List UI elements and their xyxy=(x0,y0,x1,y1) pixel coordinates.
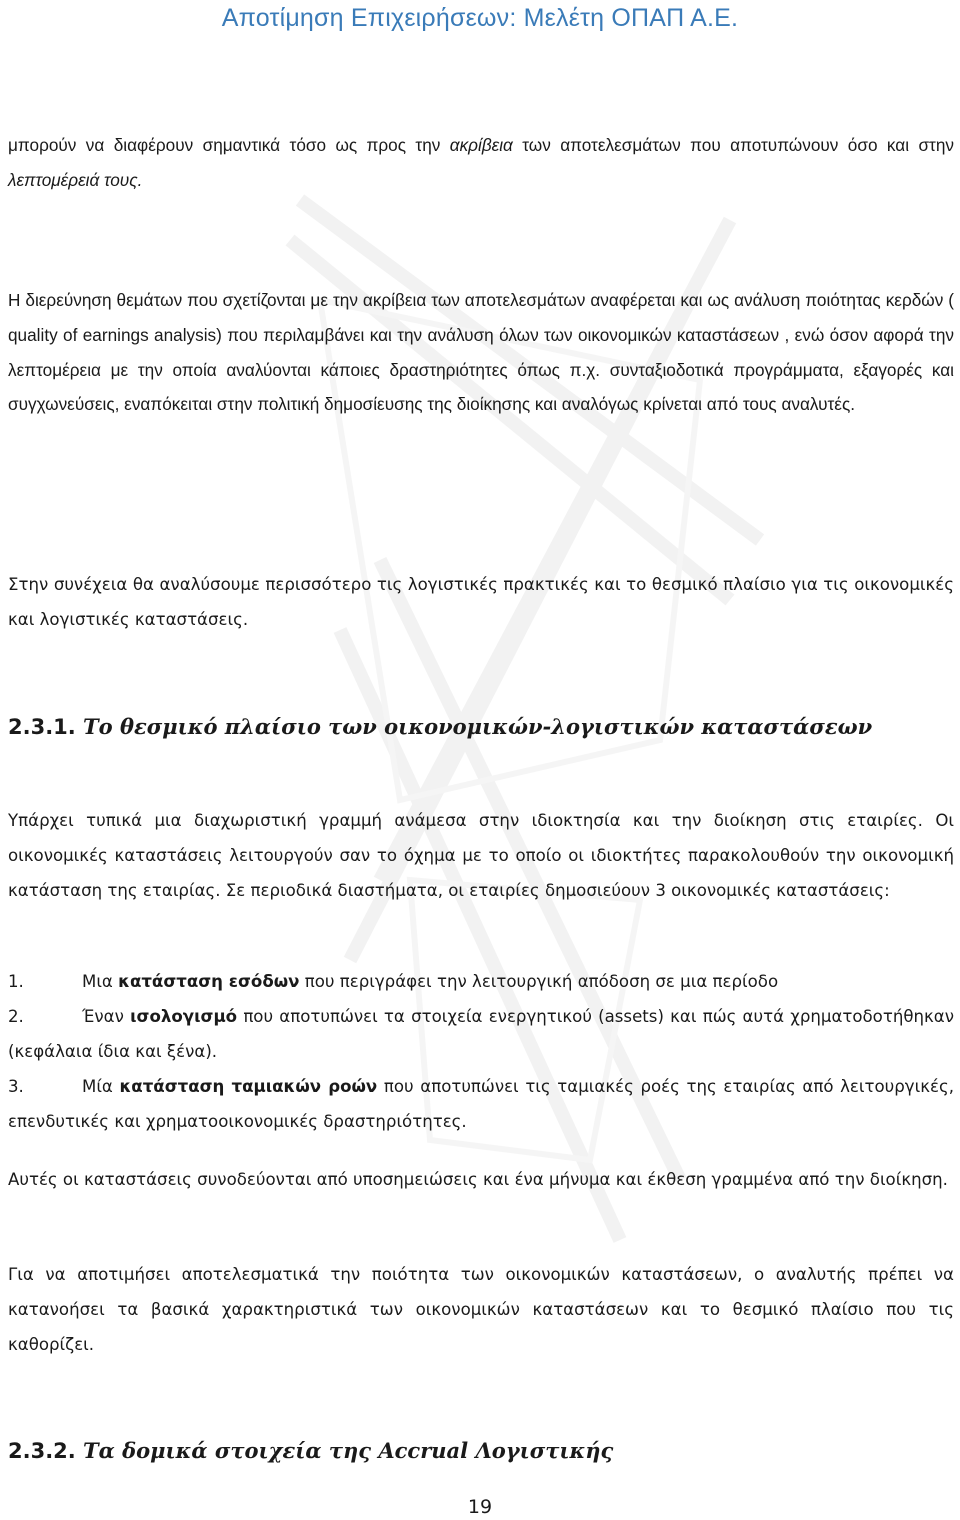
list-number: 1. xyxy=(8,972,24,991)
paragraph-continuation: Στην συνέχεια θα αναλύσουμε περισσότερο τις λογιστικές πρακτικές και το θεσμικό πλαίσιο για τις οικονομικές και λογιστικές καταστάσεις. xyxy=(8,575,954,629)
section-number: 2.3.1. xyxy=(8,715,76,739)
list-item xyxy=(8,1070,954,1140)
text-run: που περιγράφει την λειτουργική απόδοση σε μια περίοδο xyxy=(299,972,779,991)
header-title: Αποτίμηση Επιχειρήσεων: Μελέτη ΟΠΑΠ Α.Ε. xyxy=(221,4,739,32)
list-number: 3. xyxy=(8,1077,24,1096)
bold-term: κατάσταση ταμιακών ροών xyxy=(119,1077,378,1096)
paragraph-analyst: Για να αποτιμήσει αποτελεσματικά την ποιότητα των οικονομικών καταστάσεων, ο αναλυτής πρέπει να κατανοήσει τα βασικά χαρακτηριστικά των οικονομικών καταστάσεων και το θεσμικό πλαίσιο που τις καθορίζει. xyxy=(8,1265,954,1354)
paragraph-accuracy xyxy=(8,128,954,198)
text-run: που αποτυπώνει τις ταμιακές ροές της εταιρίας από λειτουργικές, επενδυτικές και χρηματοοικονομικές δραστηριότητες. xyxy=(8,1077,954,1131)
italic-term: ακρίβεια xyxy=(449,135,513,155)
bold-term: κατάσταση εσόδων xyxy=(118,972,300,991)
text-run: που αποτυπώνει τα στοιχεία ενεργητικού (assets) και πώς αυτά χρηματοδοτήθηκαν (κεφάλαια ίδια και ξένα). xyxy=(8,1007,954,1061)
text-run: των αποτελεσμάτων που αποτυπώνουν όσο και στην xyxy=(512,135,954,155)
section-number: 2.3.2. xyxy=(8,1439,76,1463)
text-run: Έναν xyxy=(82,1007,131,1026)
section-title: Το θεσμικό πλαίσιο των οικονομικών-λογιστικών καταστάσεων xyxy=(83,714,873,739)
list-number: 2. xyxy=(8,1007,24,1026)
list-item xyxy=(8,965,954,1000)
paragraph-ownership: Υπάρχει τυπικά μια διαχωριστική γραμμή ανάμεσα στην ιδιοκτησία και την διοίκηση στις εταιρίες. Οι οικονομικές καταστάσεις λειτουργούν σαν το όχημα με το οποίο οι ιδιοκτήτες παρακολουθούν την οικονομική κατάσταση της εταιρίας. Σε περιοδικά διαστήματα, οι εταιρίες δημοσιεύουν 3 οικονομικές καταστάσεις: xyxy=(8,811,954,900)
bold-term: ισολογισμό xyxy=(130,1007,238,1026)
text-run: Μία xyxy=(82,1077,120,1096)
list-item xyxy=(8,1000,954,1070)
paragraph-footnotes: Αυτές οι καταστάσεις συνοδεύονται από υποσημειώσεις και ένα μήνυμα και έκθεση γραμμένα από την διοίκηση. xyxy=(8,1170,948,1189)
section-title: Τα δομικά στοιχεία της Accrual Λογιστικής xyxy=(83,1438,614,1463)
italic-term: λεπτομέρειά τους. xyxy=(8,169,143,190)
paragraph-earnings-quality: Η διερεύνηση θεμάτων που σχετίζονται με την ακρίβεια των αποτελεσμάτων αναφέρεται και ως ανάλυση ποιότητας κερδών ( quality of earnings analysis) που περιλαμβάνει και την ανάλυση όλων των οικονομικών καταστάσεων , ενώ όσον αφορά την λεπτομέρεια με την οποία αναλύονται κάποιες δραστηριότητες όπως π.χ. συνταξιοδοτικά προγράμματα, εξαγορές και συγχωνεύσεις, εναπόκειται στην πολιτική δημοσίευσης της διοίκησης και αναλόγως κρίνεται από τους αναλυτές. xyxy=(8,290,954,415)
section-heading-2-3-2 xyxy=(8,1438,613,1463)
section-heading-2-3-1 xyxy=(8,714,872,739)
page-number: 19 xyxy=(467,1496,493,1518)
text-run: Μια xyxy=(82,972,119,991)
text-run: μπορούν να διαφέρουν σημαντικά τόσο ως προς την xyxy=(8,135,450,155)
